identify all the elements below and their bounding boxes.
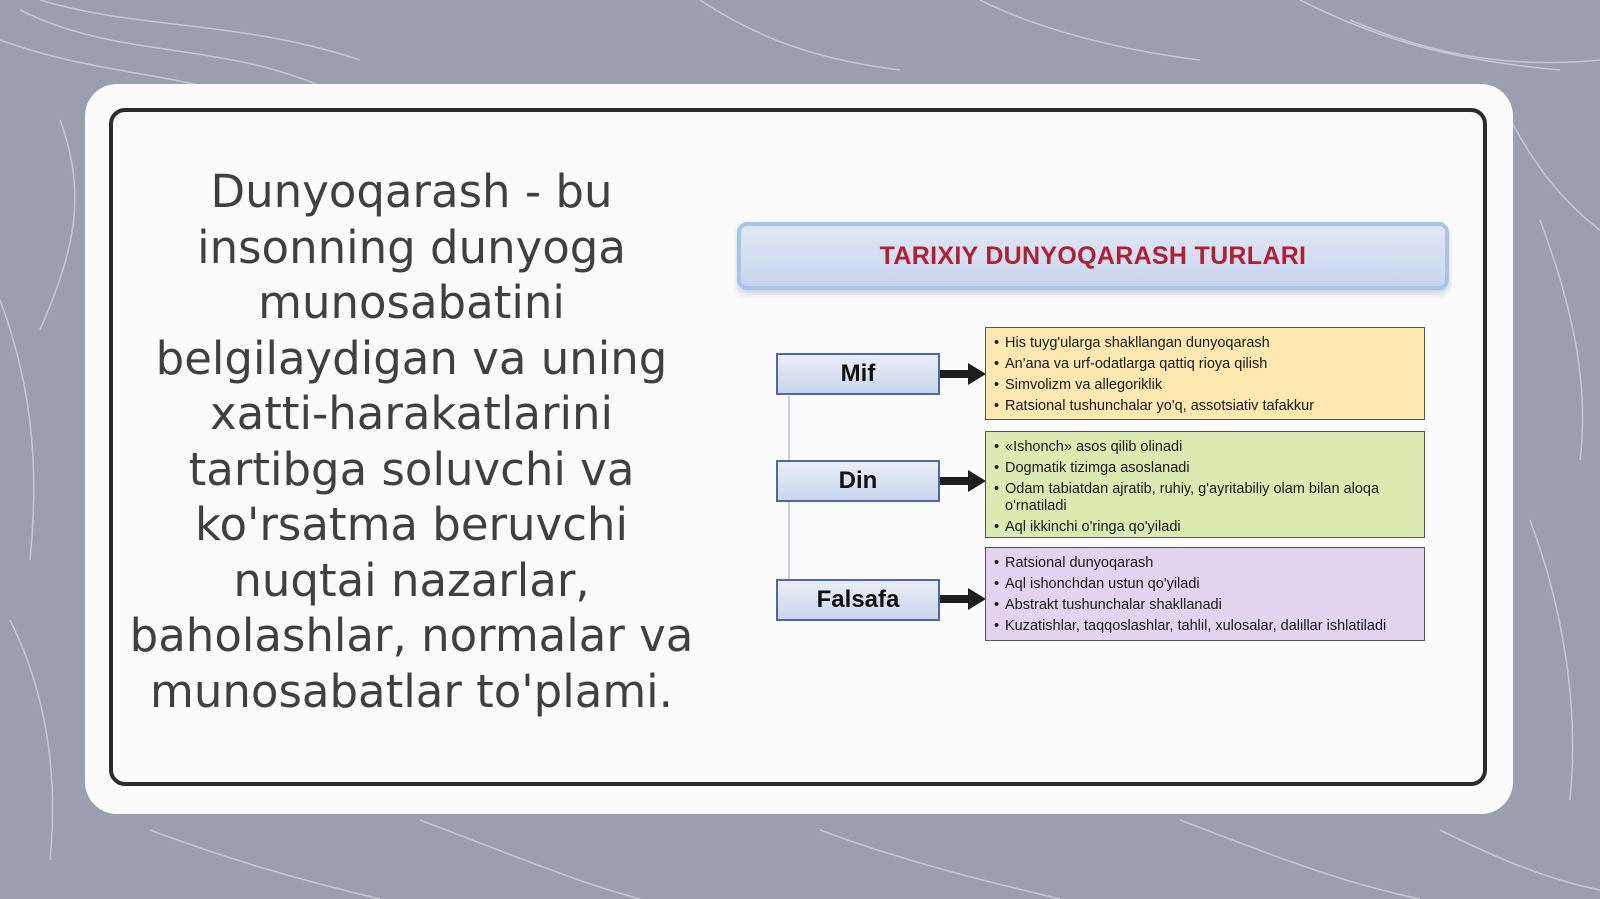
type-box-falsafa: Falsafa (776, 579, 940, 621)
list-item: • Kuzatishlar, taqqoslashlar, tahlil, xulosalar, dalillar ishlatiladi (994, 618, 1416, 635)
list-item: • Ratsional tushunchalar yo'q, assotsiativ tafakkur (994, 398, 1416, 415)
list-item: • Dogmatik tizimga asoslanadi (994, 460, 1416, 477)
arrow-right-icon (940, 363, 986, 385)
list-item: • His tuyg'ularga shakllangan dunyoqarash (994, 335, 1416, 352)
arrow-right-icon (940, 470, 986, 492)
list-item: • An'ana va urf-odatlarga qattiq rioya qilish (994, 356, 1416, 373)
list-item: • Odam tabiatdan ajratib, ruhiy, g'ayritabiliy olam bilan aloqa o'rnatiladi (994, 481, 1416, 515)
description-box-mif (985, 327, 1425, 420)
arrow-right-icon (940, 588, 986, 610)
list-item: • Ratsional dunyoqarash (994, 555, 1416, 572)
list-item: • Aql ikkinchi o'ringa qo'yiladi (994, 519, 1416, 536)
description-box-falsafa (985, 547, 1425, 641)
list-item: • Abstrakt tushunchalar shakllanadi (994, 597, 1416, 614)
diagram-title: TARIXIY DUNYOQARASH TURLARI (737, 222, 1449, 290)
description-box-din (985, 431, 1425, 538)
list-item: • Simvolizm va allegoriklik (994, 377, 1416, 394)
list-item: • Aql ishonchdan ustun qo'yiladi (994, 576, 1416, 593)
list-item: • «Ishonch» asos qilib olinadi (994, 439, 1416, 456)
type-box-din: Din (776, 460, 940, 502)
definition-text: Dunyoqarash - bu insonning dunyoga munosabatini belgilaydigan va uning xatti-harakatlarini tartibga soluvchi va ko'rsatma beruvchi nuqtai nazarlar, baholashlar, normalar va munosabatlar to'plami. (129, 165, 694, 718)
type-box-mif: Mif (776, 353, 940, 395)
